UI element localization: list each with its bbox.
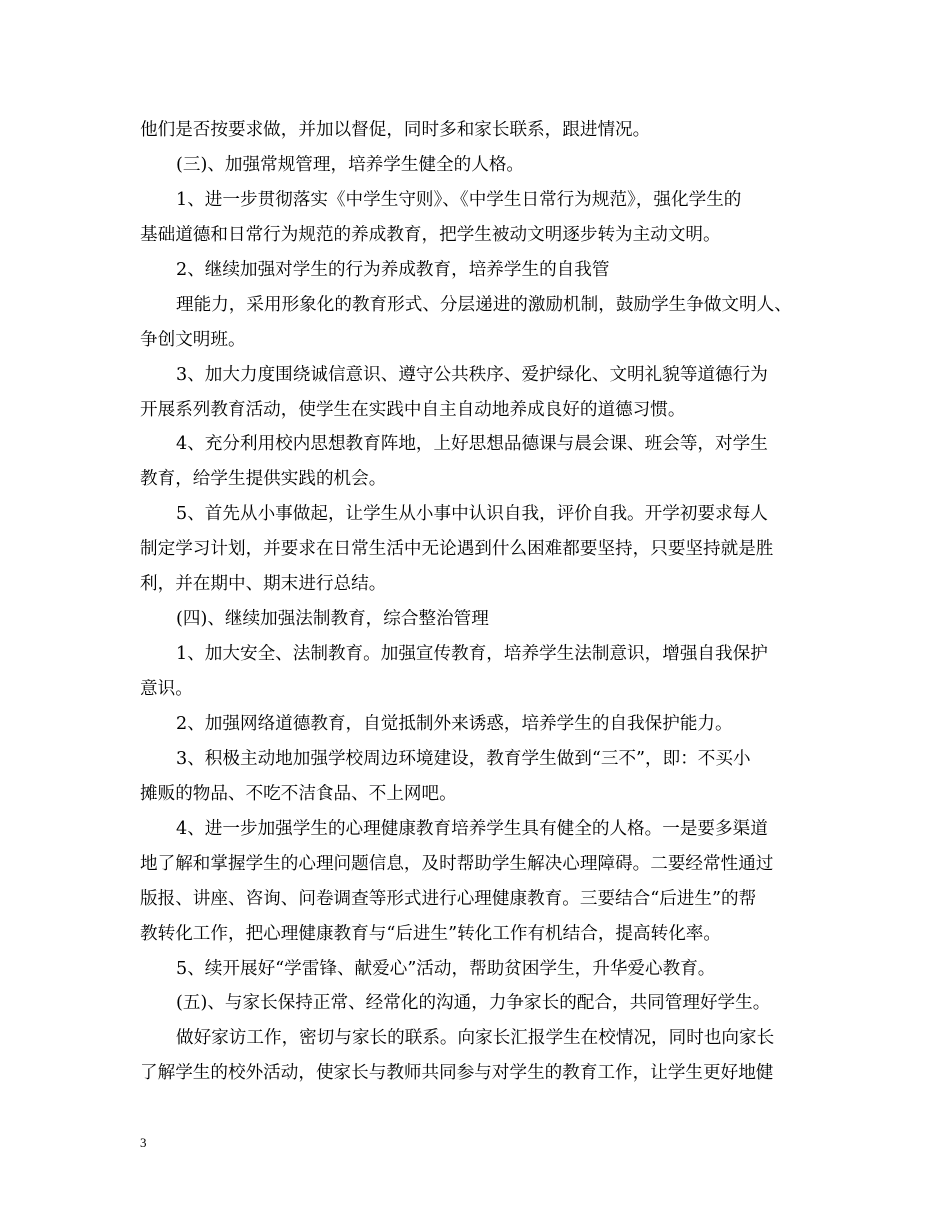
- text-line: 1、进一步贯彻落实《中学生守则》、《中学生日常行为规范》，强化学生的: [176, 189, 742, 210]
- text-line: 开展系列教育活动，使学生在实践中自主自动地养成良好的道德习惯。: [140, 399, 686, 420]
- text-line: 意识。: [140, 679, 193, 699]
- text-line: 地了解和掌握学生的心理问题信息，及时帮助学生解决心理障碍。二要经常性通过: [140, 853, 774, 874]
- text-line: 争创文明班。: [140, 329, 246, 350]
- text-line: 利，并在期中、期末进行总结。: [140, 574, 387, 595]
- text-line: 2、加强网络道德教育，自觉抵制外来诱惑，培养学生的自我保护能力。: [176, 713, 733, 734]
- text-line: 4、进一步加强学生的心理健康教育培养学生具有健全的人格。一是要多渠道: [176, 818, 768, 839]
- text-line: (五)、与家长保持正常、经常化的沟通，力争家长的配合，共同管理好学生。: [176, 993, 771, 1014]
- text-line: 理能力，采用形象化的教育形式、分层递进的激励机制，鼓励学生争做文明人、: [176, 294, 792, 315]
- text-line: 他们是否按要求做，并加以督促，同时多和家长联系，跟进情况。: [140, 120, 651, 140]
- text-line: (四)、继续加强法制教育，综合整治管理: [176, 609, 489, 630]
- page-number: 3: [140, 1135, 147, 1150]
- text-line: 2、继续加强对学生的行为养成教育，培养学生的自我管: [176, 259, 610, 280]
- text-line: 了解学生的校外活动，使家长与教师共同参与对学生的教育工作，让学生更好地健: [140, 1063, 774, 1084]
- text-line: 3、加大力度围绕诚信意识、遵守公共秩序、爱护绿化、文明礼貌等道德行为: [176, 364, 768, 385]
- text-line: 5、续开展好“学雷锋、献爱心”活动，帮助贫困学生，升华爱心教育。: [176, 958, 716, 979]
- text-line: 做好家访工作，密切与家长的联系。向家长汇报学生在校情况，同时也向家长: [176, 1028, 775, 1049]
- text-line: 4、充分利用校内思想教育阵地，上好思想品德课与晨会课、班会等，对学生: [176, 434, 768, 455]
- text-line: (三)、加强常规管理，培养学生健全的人格。: [176, 154, 525, 175]
- text-line: 教育，给学生提供实践的机会。: [140, 469, 387, 490]
- text-line: 教转化工作，把心理健康教育与“后进生”转化工作有机结合，提高转化率。: [140, 923, 721, 944]
- text-line: 版报、讲座、咨询、问卷调查等形式进行心理健康教育。三要结合“后进生”的帮: [140, 888, 757, 909]
- text-line: 5、首先从小事做起，让学生从小事中认识自我，评价自我。开学初要求每人: [176, 504, 768, 525]
- body-text: [140, 113, 812, 1091]
- text-line: 摊贩的物品、不吃不洁食品、不上网吧。: [140, 783, 457, 804]
- text-line: 制定学习计划，并要求在日常生活中无论遇到什么困难都要坚持，只要坚持就是胜: [140, 539, 774, 560]
- text-line: 基础道德和日常行为规范的养成教育，把学生被动文明逐步转为主动文明。: [140, 224, 721, 245]
- text-line: 1、加大安全、法制教育。加强宣传教育，培养学生法制意识，增强自我保护: [176, 644, 768, 665]
- text-line: 3、积极主动地加强学校周边环境建设，教育学生做到“三不”，即：不买小: [176, 748, 751, 769]
